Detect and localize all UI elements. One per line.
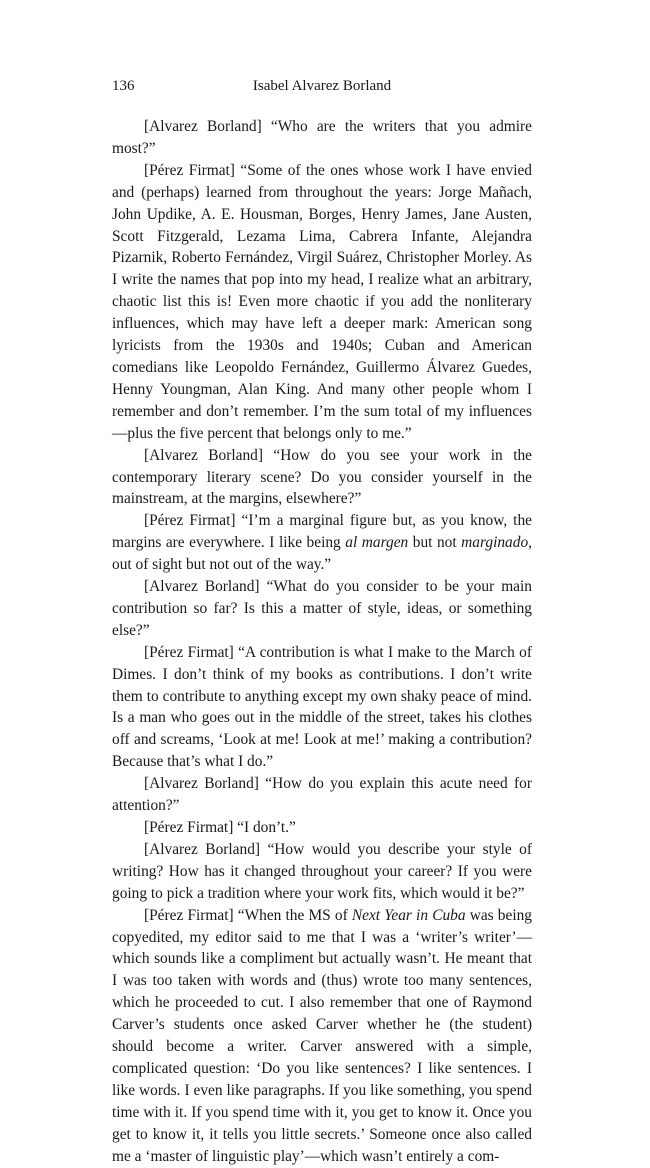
paragraph: [Alvarez Borland] “How do you see your work in the contemporary literary scene? Do you consider yourself in the mainstream, at the margins, elsewhere?”	[112, 446, 532, 508]
paragraph: [Pérez Firmat] “Some of the ones whose work I have envied and (perhaps) learned from throughout the years: Jorge Mañach, John Updike, A. E. Housman, Borges, Henry James, Jane Austen, Scott Fitzgerald, Lezama Lima, Cabrera Infante, Alejandra Pizarnik, Roberto Fernández, Virgil Suárez, Christopher Morley. As I write the names that pop into my head, I realize what an arbitrary, chaotic list this is! Even more chaotic if you add the nonliterary influences, which may have left a deeper mark: American song lyricists from the 1930s and 1940s; Cuban and American comedians like Leopoldo Fernández, Guillermo Álvarez Guedes, Henny Youngman, Alan King. And many other people whom I remember and don’t remember. I’m the sum total of my influences—plus the five percent that belongs only to me.”	[112, 161, 532, 442]
paragraph: [Pérez Firmat] “A contribution is what I make to the March of Dimes. I don’t think of my books as contributions. I don’t write them to contribute to anything except my own shaky peace of mind. Is a man who goes out in the middle of the street, takes his clothes off and screams, ‘Look at me! Look at me!’ making a contribution? Because that’s what I do.”	[112, 643, 532, 771]
page-number: 136	[112, 78, 135, 94]
paragraph: [Alvarez Borland] “Who are the writers that you admire most?”	[112, 118, 532, 157]
paragraph: [Alvarez Borland] “How do you explain this acute need for attention?”	[112, 775, 532, 815]
paragraph-text: was being copyedited, my editor said to me that I was a ‘writer’s writer’—which sounds like a compliment but actually wasn’t. He meant that I was too taken with words and (thus) wrote too many sentences, which he proceeded to cut. I also remember that one of Raymond Carver’s students once asked Carver whether he (the student) should become a writer. Carver answered with a simple, complicated question: ‘Do you like sentences? I like sentences. I like words. I even like paragraphs. If you like something, you spend time with it. If you spend time with it, you get to know it. Once you get to know it, it tells you little secrets.’ Someone once also called me a ‘master of linguistic play’—which wasn’t entirely a com-	[112, 906, 532, 1165]
paragraph	[112, 905, 532, 1168]
paragraph-text: [Pérez Firmat] “When the MS of	[144, 906, 352, 924]
paragraph: [Pérez Firmat] “I don’t.”	[144, 819, 296, 836]
book-title: Next Year in Cuba	[351, 906, 466, 924]
paragraph-text: [Pérez Firmat] “I’m a marginal figure but, as you know, the margins are everywhere. I like being	[112, 512, 532, 552]
paragraph	[112, 510, 532, 576]
italic-phrase: al margen	[345, 534, 409, 552]
body-text	[112, 116, 532, 1168]
paragraph: [Alvarez Borland] “How would you describe your style of writing? How has it changed throughout your career? If you were going to pick a tradition where your work fits, which would it be?”	[112, 840, 532, 902]
page-header	[112, 78, 532, 98]
paragraph: [Alvarez Borland] “What do you consider to be your main contribution so far? Is this a matter of style, ideas, or something else?”	[112, 578, 532, 639]
italic-phrase: marginado,	[461, 534, 532, 552]
running-head: Isabel Alvarez Borland	[252, 78, 392, 94]
paragraph-text: but not	[408, 534, 462, 552]
paragraph-text: out of sight but not out of the way.”	[112, 556, 332, 574]
